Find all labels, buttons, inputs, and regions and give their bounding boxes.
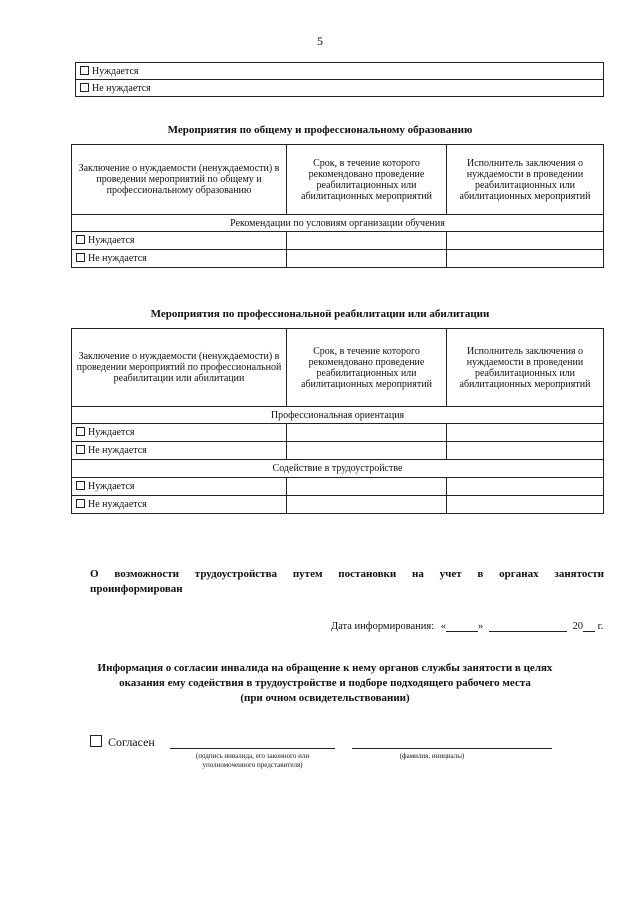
education-title: Мероприятия по общему и профессиональному образованию: [167, 124, 473, 136]
executor-cell[interactable]: [447, 250, 604, 268]
checkbox-icon[interactable]: [76, 427, 85, 436]
header-term: Срок, в течение которого рекомендовано проведение реабилитационных или абилитационных мероприятий: [287, 145, 447, 215]
day-field[interactable]: [446, 621, 478, 632]
executor-cell[interactable]: [447, 478, 604, 496]
executor-cell[interactable]: [447, 424, 604, 442]
checkbox-icon[interactable]: [80, 66, 89, 75]
checkbox-icon[interactable]: [76, 499, 85, 508]
option-needs[interactable]: [72, 478, 287, 496]
option-label: Не нуждается: [88, 253, 147, 264]
year-field[interactable]: [583, 621, 595, 632]
header-conclusion: Заключение о нуждаемости (ненуждаемости) в проведении мероприятий по профессиональной реабилитации или абилитации: [72, 329, 287, 407]
professional-table: [71, 328, 604, 514]
checkbox-icon[interactable]: [76, 481, 85, 490]
consent-option[interactable]: [90, 735, 155, 750]
option-label: Нуждается: [88, 427, 135, 438]
consent-info-line3: (при очном освидетельствовании): [240, 692, 410, 704]
name-caption: (фамилия, инициалы): [399, 752, 465, 760]
signature-caption: [165, 752, 340, 770]
year-prefix: 20: [572, 621, 584, 632]
term-cell[interactable]: [287, 250, 447, 268]
term-cell[interactable]: [287, 232, 447, 250]
term-cell[interactable]: [287, 442, 447, 460]
option-label: Не нуждается: [88, 499, 147, 510]
info-date-label: Дата информирования:: [331, 621, 435, 632]
option-not-needs[interactable]: [72, 250, 287, 268]
page-number: 5: [317, 34, 323, 48]
consent-info-line1: Информация о согласии инвалида на обращение к нему органов службы занятости в целях: [97, 662, 553, 674]
year-suffix: г.: [597, 621, 604, 632]
open-quote: «: [440, 621, 447, 632]
option-label: Нуждается: [92, 65, 139, 77]
option-not-needs[interactable]: [72, 496, 287, 514]
option-not-needs[interactable]: [72, 442, 287, 460]
checkbox-icon[interactable]: [90, 735, 102, 747]
signature-caption-line2: уполномоченного представителя): [202, 761, 303, 769]
top-need-table: [75, 62, 604, 97]
professional-title: Мероприятия по профессиональной реабилитации или абилитации: [150, 308, 490, 320]
option-label: Нуждается: [88, 481, 135, 492]
consent-info-line2: оказания ему содействия в трудоустройстве и подборе подходящего рабочего места: [119, 677, 531, 689]
header-conclusion: Заключение о нуждаемости (ненуждаемости) в проведении мероприятий по общему и профессиональному образованию: [72, 145, 287, 215]
signature-line[interactable]: [170, 748, 335, 749]
term-cell[interactable]: [287, 496, 447, 514]
option-label: Не нуждается: [92, 82, 151, 94]
professional-orientation-subheader: Профессиональная ориентация: [72, 407, 604, 424]
option-not-needs[interactable]: [76, 80, 604, 97]
header-term: Срок, в течение которого рекомендовано проведение реабилитационных или абилитационных мероприятий: [287, 329, 447, 407]
option-label: Не нуждается: [88, 445, 147, 456]
employment-assistance-subheader: Содействие в трудоустройстве: [72, 460, 604, 478]
executor-cell[interactable]: [447, 496, 604, 514]
option-needs[interactable]: [76, 63, 604, 80]
option-needs[interactable]: [72, 232, 287, 250]
term-cell[interactable]: [287, 478, 447, 496]
checkbox-icon[interactable]: [76, 253, 85, 262]
option-label: Нуждается: [88, 235, 135, 246]
executor-cell[interactable]: [447, 232, 604, 250]
name-line[interactable]: [352, 748, 552, 749]
checkbox-icon[interactable]: [76, 235, 85, 244]
consent-label: Согласен: [108, 735, 155, 749]
close-quote: »: [478, 621, 484, 632]
term-cell[interactable]: [287, 424, 447, 442]
employment-notice-line2: проинформирован: [90, 583, 183, 595]
header-executor: Исполнитель заключения о нуждаемости в проведении реабилитационных или абилитационных мероприятий: [447, 145, 604, 215]
signature-caption-line1: (подпись инвалида, его законного или: [195, 752, 310, 760]
info-date: [331, 621, 605, 632]
header-executor: Исполнитель заключения о нуждаемости в проведении реабилитационных или абилитационных мероприятий: [447, 329, 604, 407]
executor-cell[interactable]: [447, 442, 604, 460]
checkbox-icon[interactable]: [76, 445, 85, 454]
education-table: [71, 144, 604, 268]
month-field[interactable]: [489, 621, 567, 632]
education-subheader: Рекомендации по условиям организации обучения: [72, 215, 604, 232]
checkbox-icon[interactable]: [80, 83, 89, 92]
employment-notice-line1: О возможности трудоустройства путем постановки на учет в органах занятости: [90, 568, 604, 580]
consent-info: [80, 661, 570, 706]
option-needs[interactable]: [72, 424, 287, 442]
